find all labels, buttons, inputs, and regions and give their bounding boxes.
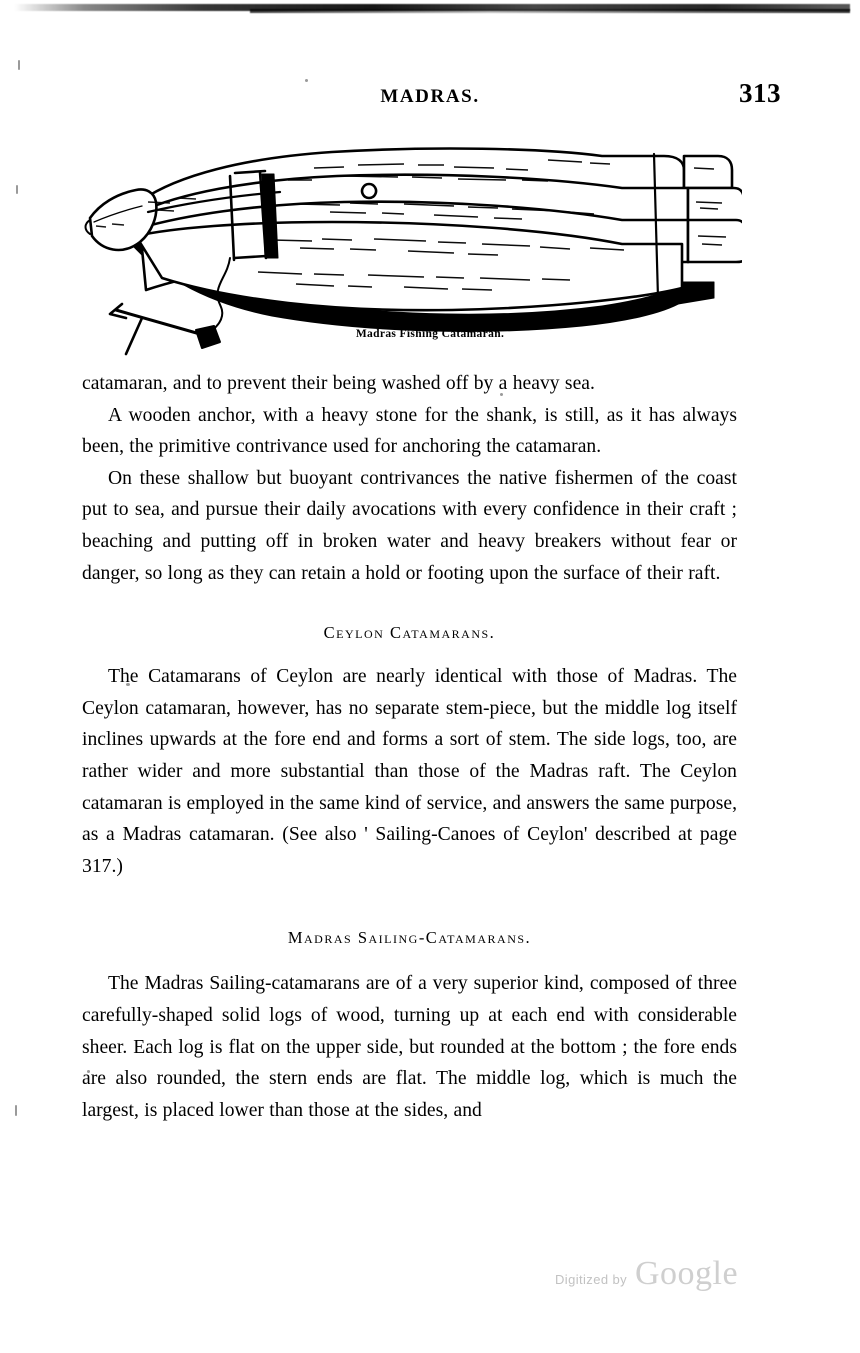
- paragraph-continued: catamaran, and to prevent their being washed off by a heavy sea.: [82, 373, 595, 394]
- scan-edge-artifact-secondary: [250, 9, 850, 13]
- spacer: [82, 948, 737, 968]
- section-heading-ceylon-catamarans: Ceylon Catamarans.: [323, 623, 496, 643]
- paragraph-wooden-anchor: A wooden anchor, with a heavy stone for the shank, is still, as it has always been, the primitive contrivance used for anchoring the catamaran.: [82, 404, 737, 458]
- madras-fishing-catamaran-illustration: [82, 132, 742, 357]
- paragraph-madras-sailing-catamarans: The Madras Sailing-catamarans are of a very superior kind, composed of three carefully-shaped solid logs of wood, turning up at each end with considerable sheer. Each log is flat on the upper side, but rounded at the bottom ; the fore ends are also rounded, the stern ends are flat. The middle log, which is much the largest, is placed lower than those at the sides, and: [82, 973, 737, 1121]
- scan-speck: [18, 60, 20, 70]
- figure-caption: Madras Fishing Catamaran.: [355, 328, 505, 340]
- section-heading-madras-sailing-catamarans: Madras Sailing-Catamarans.: [287, 928, 532, 948]
- text-column: [82, 368, 737, 1126]
- spacer: [82, 882, 737, 928]
- page-title: MADRAS.: [380, 86, 480, 107]
- paragraph-ceylon-catamarans: The Catamarans of Ceylon are nearly identical with those of Madras. The Ceylon catamaran, however, has no separate stem-piece, but the middle log itself inclines upwards at the fore end and forms a sort of stem. The side logs, too, are rather wider and more substantial than those of the Madras raft. The Ceylon catamaran is employed in the same kind of service, and answers the same purpose, as a Madras catamaran. (See also ' Sailing-Canoes of Ceylon' described at page 317.): [82, 666, 737, 877]
- scan-speck: [16, 185, 18, 194]
- page-number: 313: [739, 78, 781, 108]
- spacer: [82, 643, 737, 661]
- paragraph-shallow-contrivances: On these shallow but buoyant contrivances the native fishermen of the coast put to sea, and pursue their daily avocations with every confidence in their craft ; beaching and putting off in broken water and heavy breakers without fear or danger, so long as they can retain a hold or footing upon the surface of their raft.: [82, 467, 737, 584]
- watermark-provider-label: Google: [635, 1255, 739, 1292]
- scan-speck: [15, 1105, 17, 1116]
- watermark-prefix-label: Digitized by: [555, 1272, 627, 1287]
- spacer: [82, 589, 737, 623]
- running-head: [0, 78, 860, 116]
- digitized-by-watermark: [555, 1255, 738, 1295]
- scan-speck: [305, 79, 308, 82]
